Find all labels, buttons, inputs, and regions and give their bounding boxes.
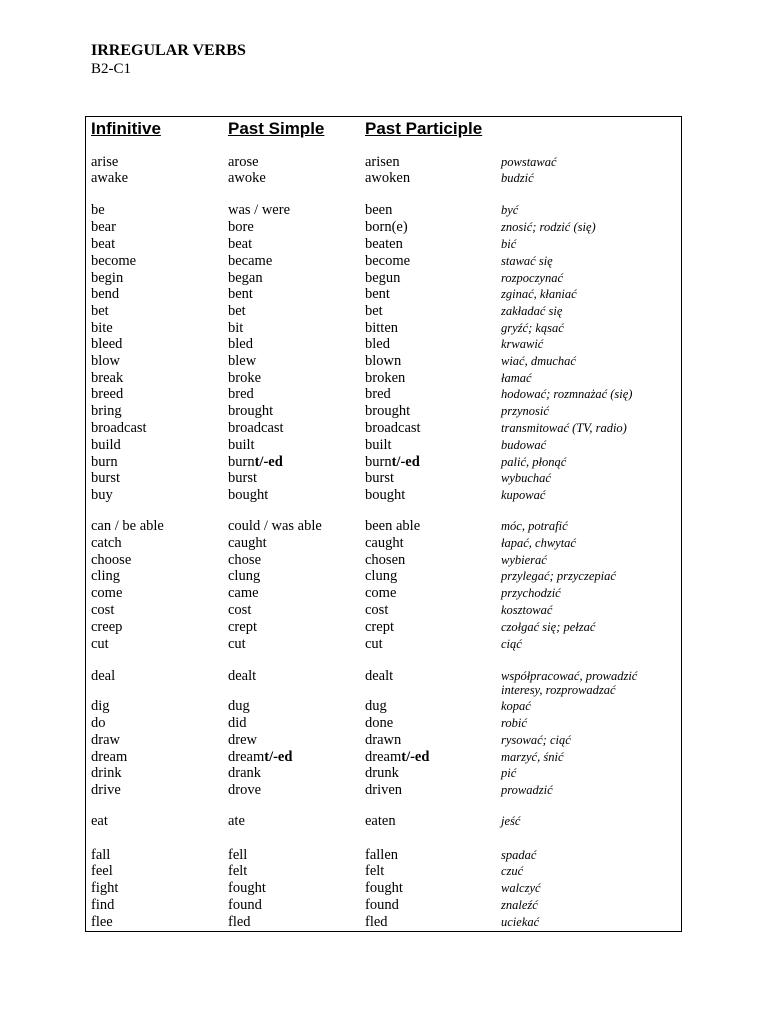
past-simple-cell: ate: [228, 813, 245, 829]
verb-row: [0, 732, 768, 749]
polish-translation-cell: wybierać: [501, 553, 547, 567]
verb-row: [0, 487, 768, 504]
polish-translation-cell: przychodzić: [501, 586, 561, 600]
past-simple-stem: burn: [228, 454, 255, 470]
polish-translation-cell: marzyć, śnić: [501, 750, 564, 764]
past-participle-cell: [365, 454, 420, 471]
past-participle-cell: drawn: [365, 732, 402, 748]
past-participle-cell: come: [365, 585, 397, 601]
past-simple-suffix: t/-ed: [254, 454, 283, 470]
past-participle-cell: fought: [365, 880, 403, 896]
past-participle-suffix: t/-ed: [401, 749, 430, 765]
past-participle-suffix: t/-ed: [391, 454, 420, 470]
polish-translation-cell: hodować; rozmnażać (się): [501, 387, 633, 401]
past-simple-cell: fled: [228, 914, 251, 930]
infinitive-cell: bear: [91, 219, 116, 235]
polish-translation-cell: bić: [501, 237, 517, 251]
polish-translation-cell: zginać, kłaniać: [501, 287, 577, 301]
polish-translation-cell: móc, potrafić: [501, 519, 568, 533]
verb-row: [0, 765, 768, 782]
infinitive-cell: cling: [91, 568, 120, 584]
past-simple-cell: burst: [228, 470, 257, 486]
past-participle-cell: dealt: [365, 668, 394, 684]
polish-translation-cell: walczyć: [501, 881, 541, 895]
past-participle-cell: driven: [365, 782, 403, 798]
past-simple-cell: dealt: [228, 668, 257, 684]
infinitive-cell: fight: [91, 880, 119, 896]
past-simple-cell: bore: [228, 219, 254, 235]
column-header-infinitive: Infinitive: [91, 119, 161, 138]
infinitive-cell: flee: [91, 914, 113, 930]
past-participle-cell: broken: [365, 370, 406, 386]
document-header: [91, 42, 246, 78]
polish-translation-cell: budzić: [501, 171, 534, 185]
infinitive-cell: beat: [91, 236, 116, 252]
past-participle-cell: drunk: [365, 765, 399, 781]
past-participle-cell: eaten: [365, 813, 396, 829]
polish-translation-cell: znaleźć: [501, 898, 538, 912]
infinitive-cell: bring: [91, 403, 122, 419]
verb-row: [0, 568, 768, 585]
past-simple-cell: crept: [228, 619, 257, 635]
past-simple-cell: built: [228, 437, 255, 453]
infinitive-cell: fall: [91, 847, 111, 863]
document-level: B2-C1: [91, 61, 132, 77]
infinitive-cell: awake: [91, 170, 129, 186]
infinitive-cell: catch: [91, 535, 122, 551]
past-participle-cell: crept: [365, 619, 394, 635]
past-participle-cell: fled: [365, 914, 388, 930]
verb-row: [0, 236, 768, 253]
past-simple-stem: dream: [228, 749, 265, 765]
past-simple-cell: bit: [228, 320, 244, 336]
infinitive-cell: come: [91, 585, 123, 601]
infinitive-cell: burst: [91, 470, 120, 486]
past-simple-cell: brought: [228, 403, 274, 419]
verb-row: [0, 336, 768, 353]
polish-translation-cell: kupować: [501, 488, 546, 502]
past-simple-cell: came: [228, 585, 259, 601]
infinitive-cell: broadcast: [91, 420, 147, 436]
past-participle-cell: become: [365, 253, 411, 269]
polish-translation-cell: znosić; rodzić (się): [501, 220, 596, 234]
infinitive-cell: begin: [91, 270, 124, 286]
polish-translation-cell: uciekać: [501, 915, 540, 929]
past-participle-cell: dug: [365, 698, 387, 714]
infinitive-cell: draw: [91, 732, 120, 748]
verb-row: [0, 636, 768, 653]
polish-translation-cell: gryźć; kąsać: [501, 321, 564, 335]
verb-row: [0, 303, 768, 320]
past-participle-cell: built: [365, 437, 392, 453]
past-simple-cell: bred: [228, 386, 254, 402]
polish-translation-cell: stawać się: [501, 254, 553, 268]
polish-translation-cell: łapać, chwytać: [501, 536, 576, 550]
past-simple-cell: drank: [228, 765, 262, 781]
past-participle-cell: bred: [365, 386, 391, 402]
infinitive-cell: deal: [91, 668, 116, 684]
polish-translation-cell: krwawić: [501, 337, 544, 351]
past-simple-cell: bought: [228, 487, 269, 503]
past-simple-cell: blew: [228, 353, 257, 369]
verb-row: [0, 170, 768, 187]
polish-translation-cell: łamać: [501, 371, 532, 385]
infinitive-cell: arise: [91, 154, 119, 170]
verb-row: [0, 454, 768, 471]
infinitive-cell: drive: [91, 782, 121, 798]
verb-row: [0, 154, 768, 171]
infinitive-cell: dream: [91, 749, 128, 765]
past-simple-cell: did: [228, 715, 247, 731]
verb-row: [0, 813, 768, 830]
polish-translation-cell: budować: [501, 438, 547, 452]
past-participle-cell: bought: [365, 487, 406, 503]
polish-translation-cell: zakładać się: [501, 304, 563, 318]
past-participle-cell: caught: [365, 535, 404, 551]
verb-row: [0, 202, 768, 219]
infinitive-cell: find: [91, 897, 115, 913]
verb-row: [0, 370, 768, 387]
verb-row: [0, 219, 768, 236]
polish-translation-cell: przynosić: [501, 404, 549, 418]
verb-row: [0, 420, 768, 437]
polish-translation-cell: transmitować (TV, radio): [501, 421, 627, 435]
column-header-past-simple: Past Simple: [228, 119, 325, 138]
past-simple-cell: chose: [228, 552, 262, 568]
past-simple-cell: bent: [228, 286, 253, 302]
infinitive-cell: bleed: [91, 336, 123, 352]
verb-row: [0, 253, 768, 270]
infinitive-cell: do: [91, 715, 106, 731]
polish-translation-cell: czołgać się; pełzać: [501, 620, 596, 634]
polish-translation-cell: być: [501, 203, 519, 217]
infinitive-cell: blow: [91, 353, 120, 369]
past-participle-cell: begun: [365, 270, 401, 286]
past-participle-cell: been: [365, 202, 393, 218]
polish-translation-cell: ciąć: [501, 637, 522, 651]
verb-row: [0, 518, 768, 535]
past-participle-cell: cut: [365, 636, 383, 652]
past-simple-cell: awoke: [228, 170, 266, 186]
verb-row: [0, 715, 768, 732]
past-participle-stem: burn: [365, 454, 392, 470]
verb-row: [0, 880, 768, 897]
infinitive-cell: burn: [91, 454, 118, 470]
polish-translation-cell: czuć: [501, 864, 524, 878]
document-title: IRREGULAR VERBS: [91, 42, 246, 59]
verb-row: [0, 403, 768, 420]
infinitive-cell: breed: [91, 386, 124, 402]
verb-row: [0, 320, 768, 337]
past-simple-suffix: t/-ed: [264, 749, 293, 765]
infinitive-cell: can / be able: [91, 518, 164, 534]
past-participle-cell: beaten: [365, 236, 403, 252]
polish-translation-cell: prowadzić: [501, 783, 553, 797]
verb-row: [0, 897, 768, 914]
past-participle-cell: bet: [365, 303, 383, 319]
infinitive-cell: build: [91, 437, 121, 453]
past-participle-cell: clung: [365, 568, 398, 584]
past-participle-cell: blown: [365, 353, 402, 369]
verb-row: [0, 386, 768, 403]
verb-row: [0, 782, 768, 799]
past-participle-cell: been able: [365, 518, 421, 534]
verb-row: [0, 286, 768, 303]
past-simple-cell: bet: [228, 303, 246, 319]
past-simple-cell: cut: [228, 636, 246, 652]
verb-row: [0, 535, 768, 552]
past-participle-cell: [365, 749, 429, 766]
infinitive-cell: buy: [91, 487, 113, 503]
past-simple-cell: was / were: [228, 202, 291, 218]
polish-translation-cell: wybuchać: [501, 471, 551, 485]
column-header-past-participle: Past Participle: [365, 119, 483, 138]
past-participle-cell: bitten: [365, 320, 399, 336]
infinitive-cell: eat: [91, 813, 108, 829]
past-participle-cell: arisen: [365, 154, 400, 170]
past-simple-cell: dug: [228, 698, 250, 714]
past-participle-cell: found: [365, 897, 399, 913]
past-simple-cell: caught: [228, 535, 267, 551]
verb-row: [0, 668, 768, 697]
past-participle-cell: done: [365, 715, 394, 731]
past-participle-cell: fallen: [365, 847, 399, 863]
polish-translation-cell: rysować; ciąć: [501, 733, 571, 747]
polish-translation-cell: jeść: [501, 814, 521, 828]
past-simple-cell: could / was able: [228, 518, 322, 534]
verb-row: [0, 552, 768, 569]
verb-row: [0, 619, 768, 636]
past-simple-cell: found: [228, 897, 262, 913]
past-participle-cell: broadcast: [365, 420, 421, 436]
polish-translation-cell: palić, płonąć: [501, 455, 567, 469]
verb-row: [0, 270, 768, 287]
past-simple-cell: broke: [228, 370, 262, 386]
verb-row: [0, 470, 768, 487]
past-simple-cell: bled: [228, 336, 253, 352]
verb-row: [0, 602, 768, 619]
infinitive-cell: bet: [91, 303, 109, 319]
past-simple-cell: [228, 749, 292, 766]
polish-translation-cell: kopać: [501, 699, 531, 713]
past-participle-cell: awoken: [365, 170, 411, 186]
past-participle-cell: felt: [365, 863, 385, 879]
infinitive-cell: cut: [91, 636, 109, 652]
polish-translation-cell: kosztować: [501, 603, 553, 617]
past-participle-cell: brought: [365, 403, 411, 419]
past-participle-cell: cost: [365, 602, 389, 618]
past-simple-cell: drew: [228, 732, 257, 748]
infinitive-cell: bend: [91, 286, 120, 302]
past-simple-cell: fell: [228, 847, 248, 863]
verb-row: [0, 698, 768, 715]
past-simple-cell: broadcast: [228, 420, 284, 436]
verb-row: [0, 437, 768, 454]
past-simple-cell: cost: [228, 602, 252, 618]
verb-row: [0, 585, 768, 602]
past-simple-cell: clung: [228, 568, 261, 584]
verb-row: [0, 353, 768, 370]
polish-translation-cell: przylegać; przyczepiać: [501, 569, 616, 583]
past-simple-cell: began: [228, 270, 263, 286]
infinitive-cell: creep: [91, 619, 123, 635]
infinitive-cell: cost: [91, 602, 115, 618]
past-simple-cell: [228, 454, 283, 471]
infinitive-cell: drink: [91, 765, 122, 781]
infinitive-cell: choose: [91, 552, 132, 568]
polish-translation-cell: pić: [501, 766, 517, 780]
past-participle-cell: bent: [365, 286, 390, 302]
polish-translation-cell: współpracować, prowadzić interesy, rozprowadzać: [501, 669, 638, 697]
infinitive-cell: bite: [91, 320, 113, 336]
past-participle-cell: bled: [365, 336, 390, 352]
verb-row: [0, 863, 768, 880]
past-participle-cell: chosen: [365, 552, 406, 568]
past-participle-stem: dream: [365, 749, 402, 765]
infinitive-cell: dig: [91, 698, 110, 714]
polish-translation-cell: rozpoczynać: [501, 271, 564, 285]
verb-row: [0, 914, 768, 931]
polish-translation-cell: spadać: [501, 848, 537, 862]
infinitive-cell: become: [91, 253, 137, 269]
past-simple-cell: fought: [228, 880, 266, 896]
polish-translation-cell: wiać, dmuchać: [501, 354, 576, 368]
infinitive-cell: be: [91, 202, 105, 218]
past-participle-cell: born(e): [365, 219, 408, 235]
past-simple-cell: felt: [228, 863, 248, 879]
past-simple-cell: arose: [228, 154, 259, 170]
verb-row: [0, 749, 768, 766]
past-simple-cell: drove: [228, 782, 262, 798]
past-participle-cell: burst: [365, 470, 394, 486]
verb-row: [0, 847, 768, 864]
past-simple-cell: beat: [228, 236, 253, 252]
polish-translation-cell: powstawać: [501, 155, 557, 169]
infinitive-cell: feel: [91, 863, 113, 879]
polish-translation-cell: robić: [501, 716, 527, 730]
infinitive-cell: break: [91, 370, 124, 386]
past-simple-cell: became: [228, 253, 273, 269]
